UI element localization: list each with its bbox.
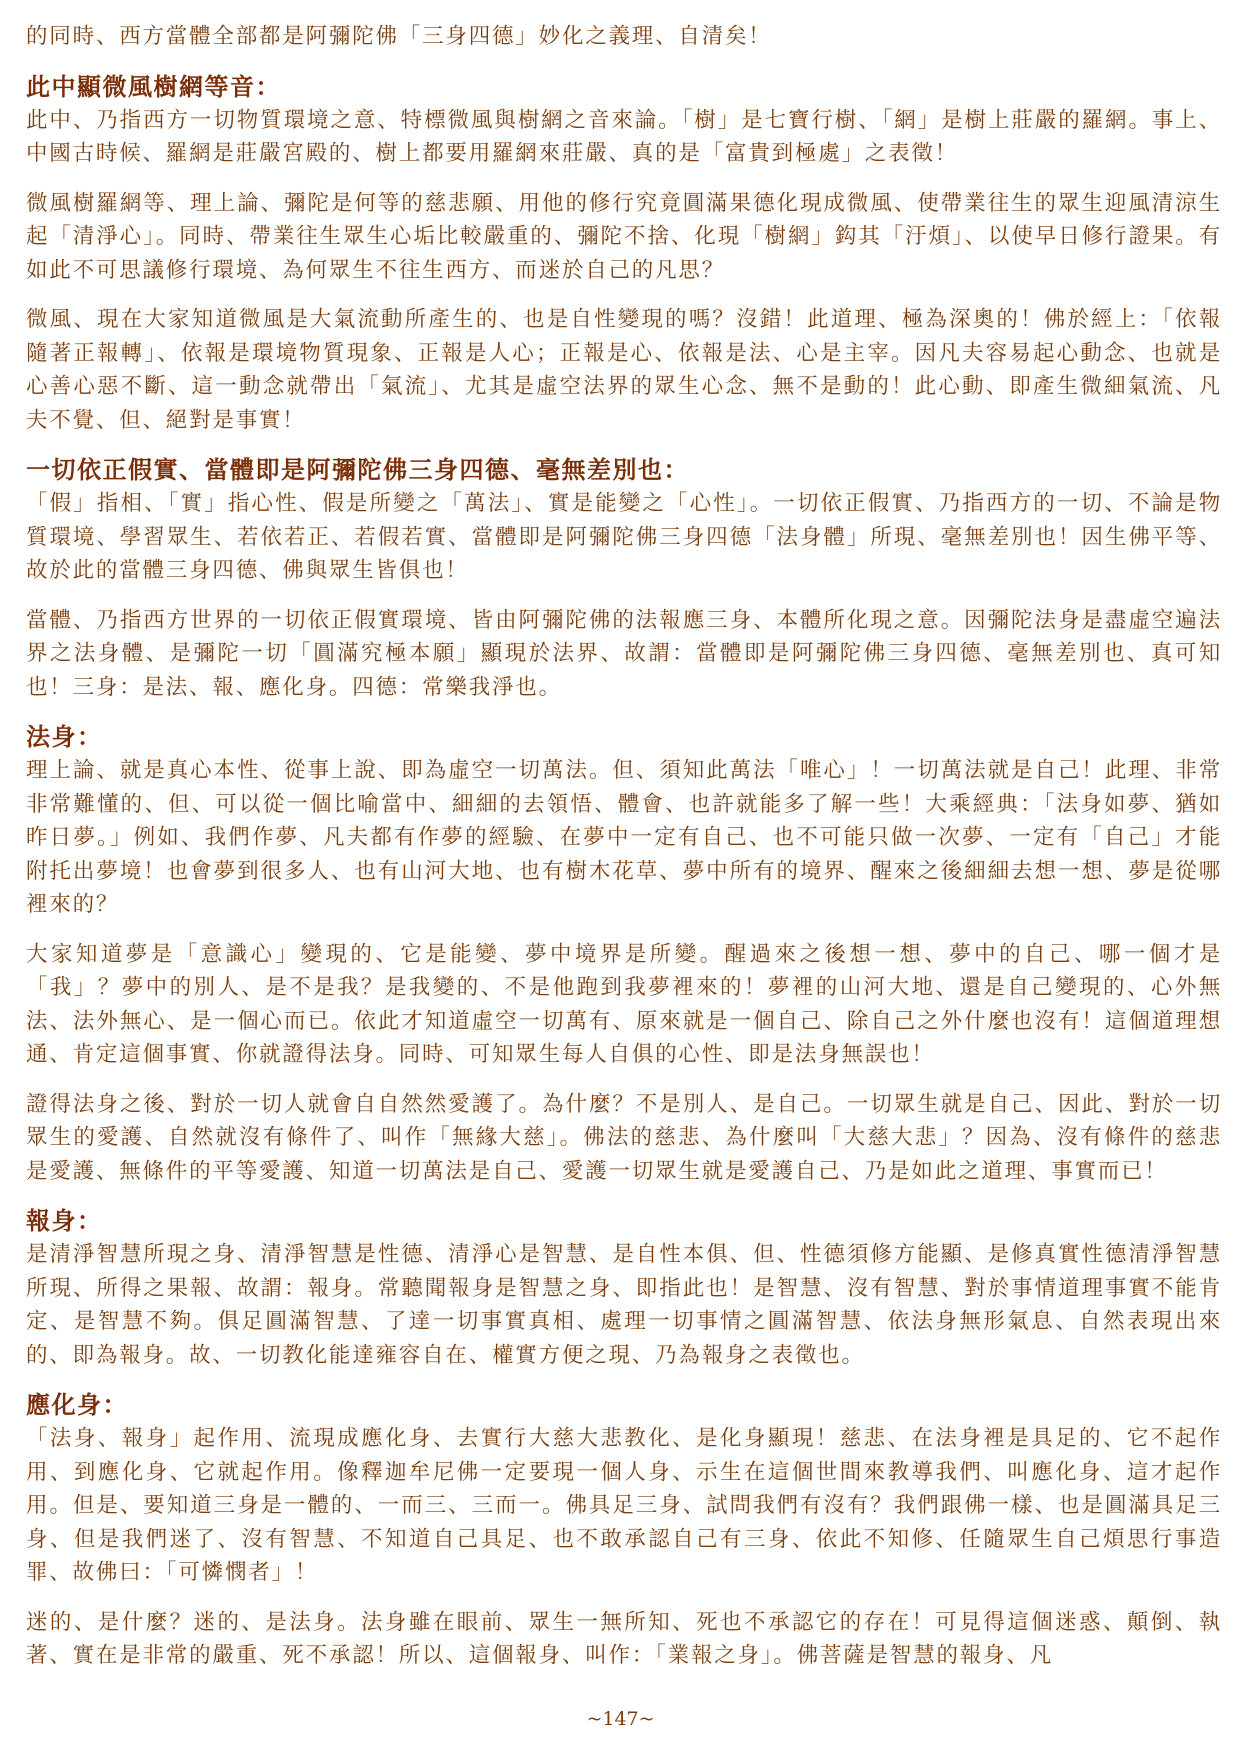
paragraph-intro: 的同時、西方當體全部都是阿彌陀佛「三身四德」妙化之義理、自清矣！ — [26, 24, 772, 49]
paragraph: 理上論、就是真心本性、從事上說、即為虛空一切萬法。但、須知此萬法「唯心」！一切萬法就是自己！此理、非常非常難懂的、但、可以從一個比喻當中、細細的去領悟、體會、也許就能多了解一些！大乘經典：「法身如夢、猶如昨日夢。」例如、我們作夢、凡夫都有作夢的經驗、在夢中一定有自己、也不可能只做一次夢、一定有「自己」才能附托出夢境！也會夢到很多人、也有山河大地、也有樹木花草、夢中所有的境界、醒來之後細細去想一想、夢是從哪裡來的？ — [26, 758, 1222, 917]
paragraph: 大家知道夢是「意識心」變現的、它是能變、夢中境界是所變。醒過來之後想一想、夢中的自己、哪一個才是「我」？夢中的別人、是不是我？是我變的、不是他跑到我夢裡來的！夢裡的山河大地、還是自己變現的、心外無法、法外無心、是一個心而已。依此才知道虛空一切萬有、原來就是一個自己、除自己之外什麼也沒有！這個道理想通、肯定這個事實、你就證得法身。同時、可知眾生每人自俱的心性、即是法身無誤也！ — [26, 941, 1222, 1067]
paragraph: 迷的、是什麼？迷的、是法身。法身雖在眼前、眾生一無所知、死也不承認它的存在！可見得這個迷惑、顛倒、執著、實在是非常的嚴重、死不承認！所以、這個報身、叫作：「業報之身」。佛菩薩是智慧的報身、凡 — [26, 1609, 1222, 1668]
section-heading-three-bodies-four-virtues: 一切依正假實、當體即是阿彌陀佛三身四德、毫無差別也： — [26, 455, 689, 484]
paragraph: 此中、乃指西方一切物質環境之意、特標微風與樹網之音來論。「樹」是七寶行樹、「網」是樹上莊嚴的羅網。事上、中國古時候、羅網是莊嚴宮殿的、樹上都要用羅網來莊嚴、真的是「富貴到極處」之表徵！ — [26, 107, 1222, 166]
paragraph: 「假」指相、「實」指心性、假是所變之「萬法」、實是能變之「心性」。一切依正假實、乃指西方的一切、不論是物質環境、學習眾生、若依若正、若假若實、當體即是阿彌陀佛三身四德「法身體」所現、毫無差別也！因生佛平等、故於此的當體三身四德、佛與眾生皆俱也！ — [26, 491, 1222, 583]
paragraph: 微風樹羅網等、理上論、彌陀是何等的慈悲願、用他的修行究竟圓滿果德化現成微風、使帶業往生的眾生迎風清涼生起「清淨心」。同時、帶業往生眾生心垢比較嚴重的、彌陀不捨、化現「樹網」鈎其「汙煩」、以使早日修行證果。有如此不可思議修行環境、為何眾生不往生西方、而迷於自己的凡思？ — [26, 190, 1222, 283]
page-number: ~147~ — [586, 1708, 655, 1730]
paragraph: 是清淨智慧所現之身、清淨智慧是性德、清淨心是智慧、是自性本俱、但、性德須修方能顯、是修真實性德清淨智慧所現、所得之果報、故謂：報身。常聽聞報身是智慧之身、即指此也！是智慧、沒有智慧、對於事情道理事實不能肯定、是智慧不夠。俱足圓滿智慧、了達一切事實真相、處理一切事情之圓滿智慧、依法身無形氣息、自然表現出來的、即為報身。故、一切教化能達雍容自在、權實方便之現、乃為報身之表徵也。 — [26, 1242, 1222, 1368]
section-heading-manifestation-body: 應化身： — [26, 1390, 128, 1419]
section-heading-dharma-body: 法身： — [26, 722, 103, 751]
paragraph: 當體、乃指西方世界的一切依正假實環境、皆由阿彌陀佛的法報應三身、本體所化現之意。因彌陀法身是盡虛空遍法界之法身體、是彌陀一切「圓滿究極本願」顯現於法界、故謂：當體即是阿彌陀佛三身四德、毫無差別也、真可知也！三身：是法、報、應化身。四德：常樂我淨也。 — [26, 607, 1222, 700]
paragraph: 證得法身之後、對於一切人就會自自然然愛護了。為什麼？不是別人、是自己。一切眾生就是自己、因此、對於一切眾生的愛護、自然就沒有條件了、叫作「無緣大慈」。佛法的慈悲、為什麼叫「大慈大悲」？因為、沒有條件的慈悲是愛護、無條件的平等愛護、知道一切萬法是自己、愛護一切眾生就是愛護自己、乃是如此之道理、事實而已！ — [26, 1091, 1222, 1184]
section-heading-breeze-trees-nets: 此中顯微風樹網等音： — [26, 71, 281, 101]
paragraph: 微風、現在大家知道微風是大氣流動所產生的、也是自性變現的嗎？沒錯！此道理、極為深奧的！佛於經上：「依報隨著正報轉」、依報是環境物質現象、正報是人心；正報是心、依報是法、心是主宰。因凡夫容易起心動念、也就是心善心惡不斷、這一動念就帶出「氣流」、尤其是虛空法界的眾生心念、無不是動的！此心動、即產生微細氣流、凡夫不覺、但、絕對是事實！ — [26, 307, 1222, 433]
document-page — [26, 20, 1222, 1689]
paragraph: 「法身、報身」起作用、流現成應化身、去實行大慈大悲教化、是化身顯現！慈悲、在法身裡是具足的、它不起作用、到應化身、它就起作用。像釋迦牟尼佛一定要現一個人身、示生在這個世間來教導我們、叫應化身、這才起作用。但是、要知道三身是一體的、一而三、三而一。佛具足三身、試問我們有沒有？我們跟佛一樣、也是圓滿具足三身、但是我們迷了、沒有智慧、不知道自己具足、也不敢承認自己有三身、依此不知修、任隨眾生自己煩思行事造罪、故佛曰：「可憐憫者」！ — [26, 1426, 1222, 1585]
section-heading-reward-body: 報身： — [26, 1206, 103, 1235]
